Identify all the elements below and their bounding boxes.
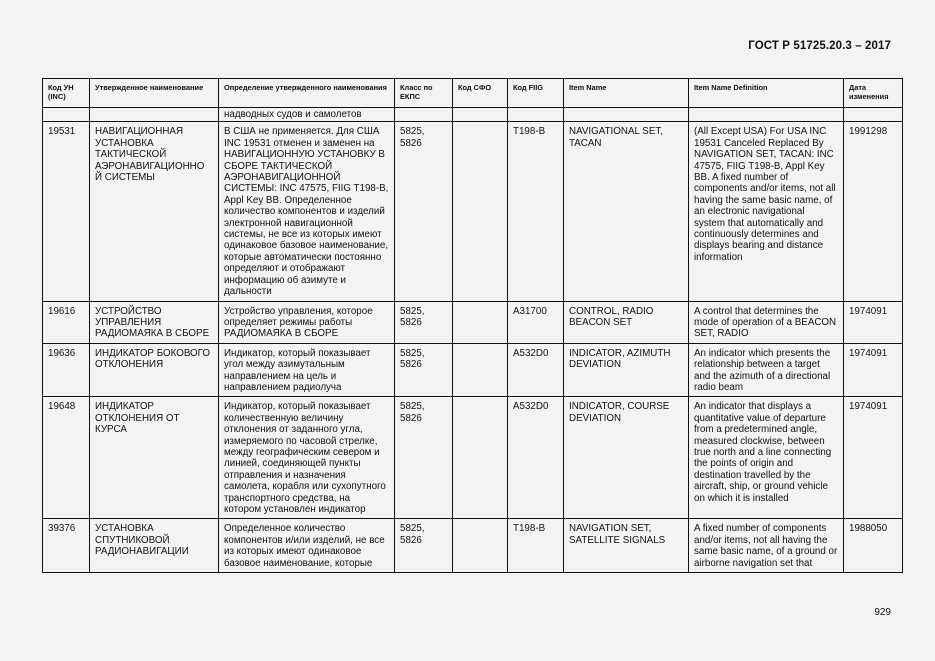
- cell-code: 19636: [43, 343, 90, 397]
- cell-name: УСТРОЙСТВО УПРАВЛЕНИЯ РАДИОМАЯКА В СБОРЕ: [90, 301, 219, 343]
- cell-definition: Определенное количество компонентов и/или изделий, не все из которых имеют одинаковое базовое наименование, которые: [219, 519, 395, 573]
- table-row: [43, 343, 903, 397]
- col-header-item-name: Item Name: [564, 79, 689, 108]
- col-header-sfo: Код СФО: [453, 79, 508, 108]
- cell-class: 5825, 5826: [395, 301, 453, 343]
- table-header-row: [43, 79, 903, 108]
- items-table: [42, 78, 903, 573]
- table-row: [43, 122, 903, 301]
- cell-item-def: A fixed number of components and/or items, not all having the same basic name, of a ground or airborne navigation set that: [689, 519, 844, 573]
- cell-code: 19616: [43, 301, 90, 343]
- cell-date: 1974091: [844, 397, 903, 519]
- cell-item-name: INDICATOR, COURSE DEVIATION: [564, 397, 689, 519]
- continuation-text: надводных судов и самолетов: [219, 108, 395, 122]
- cell-sfo: [453, 343, 508, 397]
- cell-fiig: A31700: [508, 301, 564, 343]
- cell-item-def: (All Except USA) For USA INC 19531 Canceled Replaced By NAVIGATION SET, TACAN: INC 47575, FIIG T198-B, Appl Key BB. A fixed number of components and/or items, not all having the same basic name, of an electronic navigational system that automatically and continuously determines and displays bearing and distance information: [689, 122, 844, 301]
- document-title: ГОСТ Р 51725.20.3 – 2017: [748, 40, 891, 52]
- cell-item-name: CONTROL, RADIO BEACON SET: [564, 301, 689, 343]
- table-row: [43, 397, 903, 519]
- cell-fiig: T198-B: [508, 122, 564, 301]
- col-header-code: Код УН (INC): [43, 79, 90, 108]
- cell-item-def: A control that determines the mode of operation of a BEACON SET, RADIO: [689, 301, 844, 343]
- cell-sfo: [453, 301, 508, 343]
- col-header-definition: Определение утвержденного наименования: [219, 79, 395, 108]
- cell-class: 5825, 5826: [395, 122, 453, 301]
- cell-name: ИНДИКАТОР ОТКЛОНЕНИЯ ОТ КУРСА: [90, 397, 219, 519]
- table-row: [43, 519, 903, 573]
- cell-definition: Индикатор, который показывает количественную величину отклонения от заданного угла, измеряемого по часовой стрелке, между географическим севером и линией, соединяющей пункты отправления и назначения самолета, корабля или сухопутного транспортного средства, на котором установлен индикатор: [219, 397, 395, 519]
- continuation-row: [43, 108, 903, 122]
- cell-name: УСТАНОВКА СПУТНИКОВОЙ РАДИОНАВИГАЦИИ: [90, 519, 219, 573]
- cell-class: 5825, 5826: [395, 343, 453, 397]
- col-header-fiig: Код FIIG: [508, 79, 564, 108]
- cell-definition: В США не применяется. Для США INC 19531 отменен и заменен на НАВИГАЦИОННУЮ УСТАНОВКУ В СБОРЕ ТАКТИЧЕСКОЙ АЭРОНАВИГАЦИОННОЙ СИСТЕМЫ: INC 47575, FIIG T198-B, Appl Key BB. Определенное количество компонентов и изделий электронной навигационной системы, не все из которых имеют одинаковое базовое наименование, которые автоматически постоянно определяют и отображают информацию об азимуте и дальности: [219, 122, 395, 301]
- cell-fiig: A532D0: [508, 397, 564, 519]
- cell-item-name: INDICATOR, AZIMUTH DEVIATION: [564, 343, 689, 397]
- cell-date: 1988050: [844, 519, 903, 573]
- cell-name: НАВИГАЦИОННАЯ УСТАНОВКА ТАКТИЧЕСКОЙ АЭРОНАВИГАЦИОННО Й СИСТЕМЫ: [90, 122, 219, 301]
- page-number: 929: [874, 607, 891, 618]
- cell-code: 19531: [43, 122, 90, 301]
- cell-item-def: An indicator that displays a quantitative value of departure from a predetermined angle, measured clockwise, between true north and a line connecting the points of origin and destination travelled by the aircraft, ship, or ground vehicle on which it is installed: [689, 397, 844, 519]
- cell-item-def: An indicator which presents the relationship between a target and the azimuth of a directional radio beam: [689, 343, 844, 397]
- cell-fiig: T198-B: [508, 519, 564, 573]
- cell-class: 5825, 5826: [395, 397, 453, 519]
- cell-sfo: [453, 122, 508, 301]
- cell-item-name: NAVIGATION SET, SATELLITE SIGNALS: [564, 519, 689, 573]
- cell-name: ИНДИКАТОР БОКОВОГО ОТКЛОНЕНИЯ: [90, 343, 219, 397]
- cell-date: 1974091: [844, 343, 903, 397]
- cell-date: 1974091: [844, 301, 903, 343]
- cell-class: 5825, 5826: [395, 519, 453, 573]
- cell-sfo: [453, 397, 508, 519]
- col-header-item-def: Item Name Definition: [689, 79, 844, 108]
- cell-definition: Индикатор, который показывает угол между азимутальным направлением на цель и направлением радиолуча: [219, 343, 395, 397]
- cell-fiig: A532D0: [508, 343, 564, 397]
- cell-sfo: [453, 519, 508, 573]
- cell-code: 39376: [43, 519, 90, 573]
- cell-date: 1991298: [844, 122, 903, 301]
- cell-definition: Устройство управления, которое определяет режимы работы РАДИОМАЯКА В СБОРЕ: [219, 301, 395, 343]
- table-row: [43, 301, 903, 343]
- cell-item-name: NAVIGATIONAL SET, TACAN: [564, 122, 689, 301]
- col-header-date: Дата изменения: [844, 79, 903, 108]
- col-header-class: Класс по ЕКПС: [395, 79, 453, 108]
- cell-code: 19648: [43, 397, 90, 519]
- col-header-name: Утвержденное наименование: [90, 79, 219, 108]
